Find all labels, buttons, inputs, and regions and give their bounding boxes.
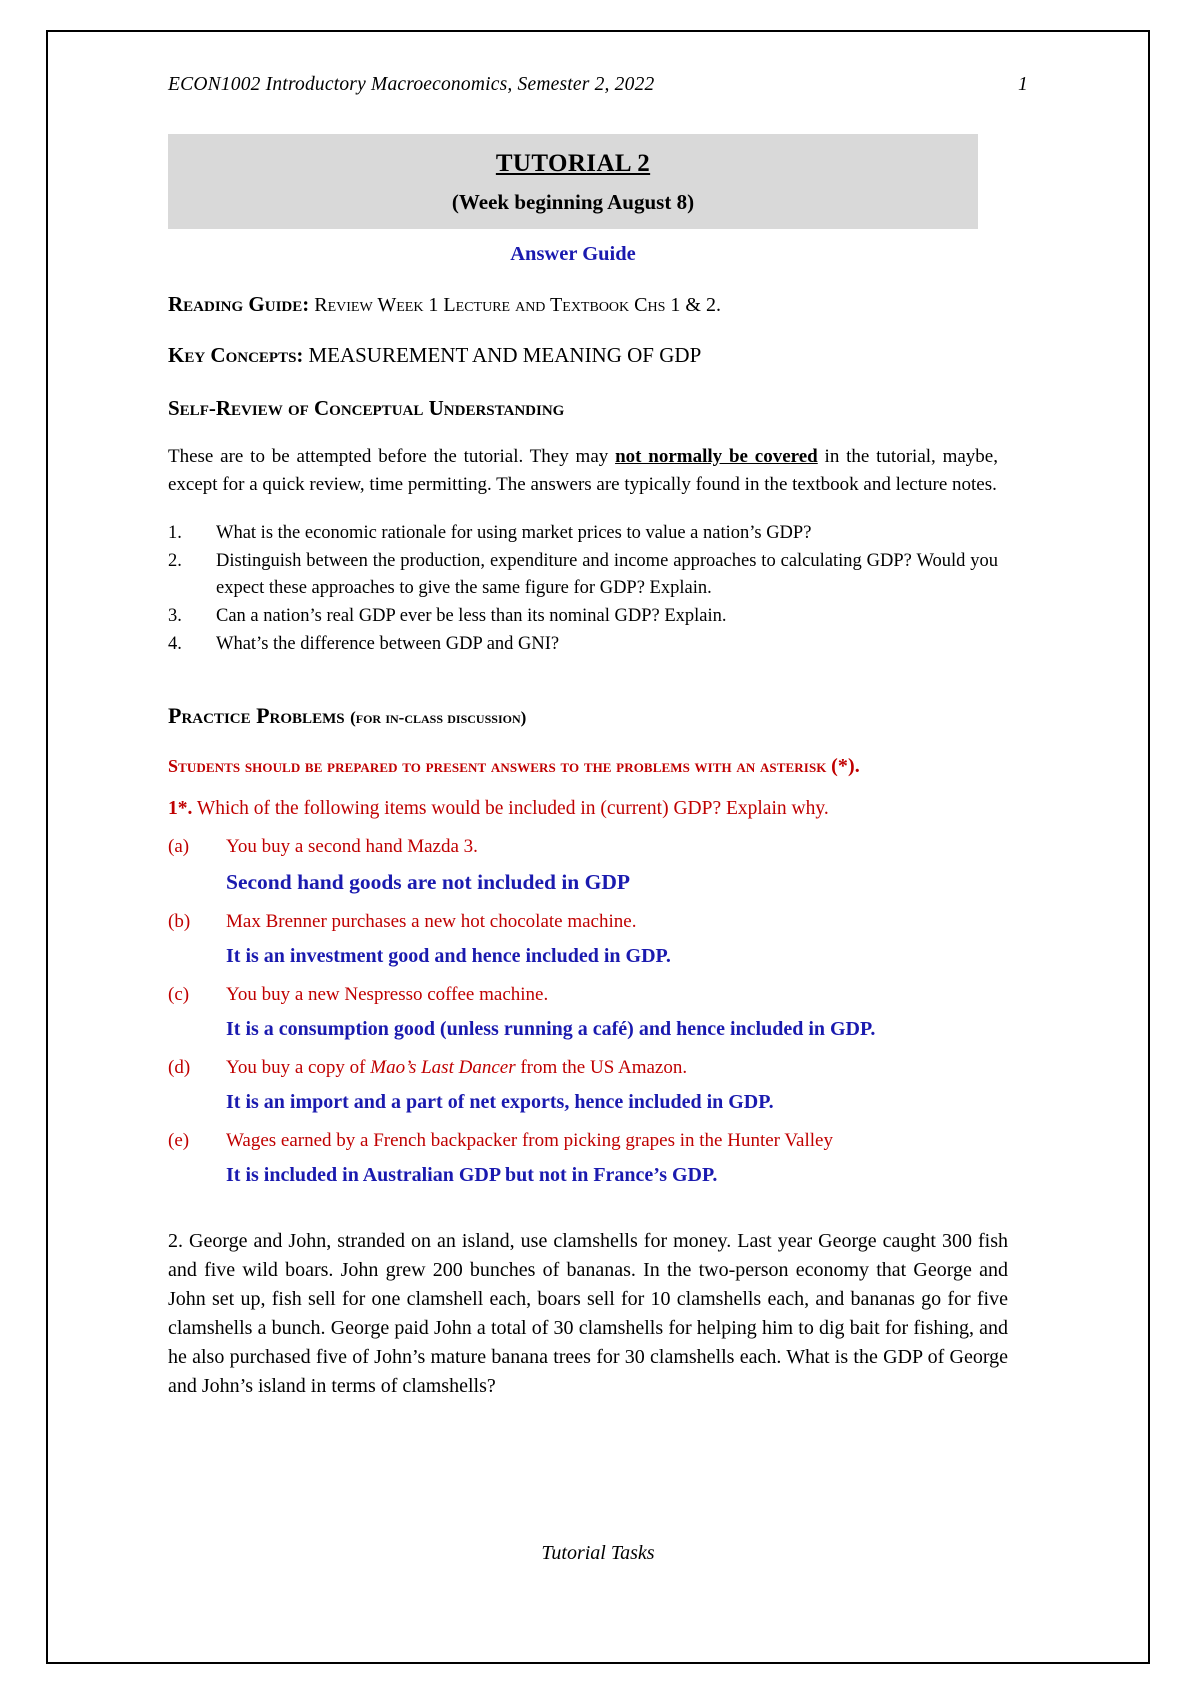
asterisk-note xyxy=(168,755,1028,778)
self-review-heading: Self-Review of Conceptual Understanding xyxy=(168,396,565,420)
sub-question-text: You buy a second hand Mazda 3. xyxy=(226,836,478,858)
answer-guide-label: Answer Guide xyxy=(510,243,636,265)
practice-heading-main: Practice Problems xyxy=(168,703,351,729)
self-review-question-list xyxy=(168,520,998,657)
reading-guide-value: Review Week 1 Lecture and Textbook Chs 1 & 2. xyxy=(314,294,721,316)
sub-question-c xyxy=(168,984,1028,1041)
sub-question-row xyxy=(168,911,1028,933)
question-number: 3. xyxy=(168,605,182,626)
page-footer: Tutorial Tasks xyxy=(541,1542,655,1564)
intro-emphasis: not normally be covered xyxy=(615,446,818,467)
sub-question-answer: It is included in Australian GDP but not in France’s GDP. xyxy=(226,1164,718,1187)
sub-question-row xyxy=(168,1130,1028,1152)
sub-question-text: You buy a new Nespresso coffee machine. xyxy=(226,984,549,1006)
sub-question-label: (c) xyxy=(168,984,190,1006)
question-text: Distinguish between the production, expenditure and income approaches to calculating GDP? Would you expect these approaches to give the same figure for GDP? Explain. xyxy=(216,551,998,598)
question-1-text: Which of the following items would be included in (current) GDP? Explain why. xyxy=(192,798,829,820)
key-concepts-label: Key Concepts: xyxy=(168,343,304,367)
document-page xyxy=(46,30,1150,1664)
sub-question-row xyxy=(168,836,1028,858)
sub-question-text-pre: You buy a copy of xyxy=(226,1057,371,1079)
intro-part-2: in the tutorial, maybe, except for a quick review, time permitting. The answers are typically found in the textbook and lecture notes. xyxy=(168,446,998,495)
sub-question-d xyxy=(168,1057,1028,1114)
tutorial-title: TUTORIAL 2 xyxy=(495,150,651,177)
sub-question-text xyxy=(226,1057,1028,1079)
practice-problems-heading xyxy=(168,703,1028,729)
sub-question-e xyxy=(168,1130,1028,1187)
question-text: Can a nation’s real GDP ever be less than its nominal GDP? Explain. xyxy=(216,605,727,626)
sub-question-b xyxy=(168,911,1028,968)
self-review-intro xyxy=(168,443,998,498)
page-header xyxy=(168,74,1028,96)
question-text: What is the economic rationale for using market prices to value a nation’s GDP? xyxy=(216,523,812,544)
key-concepts-value: MEASUREMENT AND MEANING OF GDP xyxy=(308,343,702,367)
intro-part-1: These are to be attempted before the tutorial. They may xyxy=(168,446,616,467)
reading-guide-line xyxy=(168,292,1028,317)
practice-question-2: 2. George and John, stranded on an island, use clamshells for money. Last year George caught 300 fish and five wild boars. John grew 200 bunches of bananas. In the two-person economy that George and John set up, fish sell for one clamshell each, boars sell for 10 clamshells each, and bananas go for five clamshells a bunch. George paid John a total of 30 clamshells for helping him to dig bait for fishing, and he also purchased five of John’s mature banana trees for 30 clamshells each. What is the GDP of George and John’s island in terms of clamshells? xyxy=(168,1230,1008,1398)
sub-question-label: (a) xyxy=(168,836,190,858)
question-number: 2. xyxy=(168,551,182,572)
asterisk-note-symbol: (*). xyxy=(831,755,860,778)
sub-question-text-post: from the US Amazon. xyxy=(515,1057,688,1079)
title-banner xyxy=(168,134,978,229)
list-item xyxy=(168,603,998,629)
sub-question-label: (d) xyxy=(168,1057,191,1079)
sub-question-answer: It is a consumption good (unless running a café) and hence included in GDP. xyxy=(226,1018,876,1041)
sub-question-label: (b) xyxy=(168,911,191,933)
sub-question-answer: Second hand goods are not included in GDP xyxy=(226,870,631,895)
question-1-number: 1*. xyxy=(168,798,193,820)
sub-question-title-italic: Mao’s Last Dancer xyxy=(370,1057,516,1079)
question-text: What’s the difference between GDP and GNI? xyxy=(216,634,560,655)
practice-question-1 xyxy=(168,798,1028,820)
sub-question-text: Max Brenner purchases a new hot chocolate machine. xyxy=(226,911,637,933)
list-item xyxy=(168,548,998,601)
tutorial-subtitle: (Week beginning August 8) xyxy=(451,190,695,214)
reading-guide-label: Reading Guide: xyxy=(168,292,310,316)
sub-question-row xyxy=(168,1057,1028,1079)
practice-heading-note: (for in-class discussion) xyxy=(350,708,527,728)
sub-question-answer: It is an import and a part of net exports, hence included in GDP. xyxy=(226,1091,774,1114)
page-number: 1 xyxy=(1018,74,1028,95)
page-content xyxy=(168,74,1028,1401)
sub-question-text: Wages earned by a French backpacker from picking grapes in the Hunter Valley xyxy=(226,1130,833,1152)
asterisk-note-text: Students should be prepared to present answers to the problems with an asterisk xyxy=(168,756,832,777)
question-number: 4. xyxy=(168,634,182,655)
list-item xyxy=(168,631,998,657)
sub-question-label: (e) xyxy=(168,1130,190,1152)
sub-question-a xyxy=(168,836,1028,895)
question-number: 1. xyxy=(168,523,182,544)
list-item xyxy=(168,520,998,546)
sub-question-answer: It is an investment good and hence included in GDP. xyxy=(226,945,671,968)
course-title: ECON1002 Introductory Macroeconomics, Semester 2, 2022 xyxy=(168,74,655,95)
sub-question-row xyxy=(168,984,1028,1006)
key-concepts-line xyxy=(168,343,1028,368)
